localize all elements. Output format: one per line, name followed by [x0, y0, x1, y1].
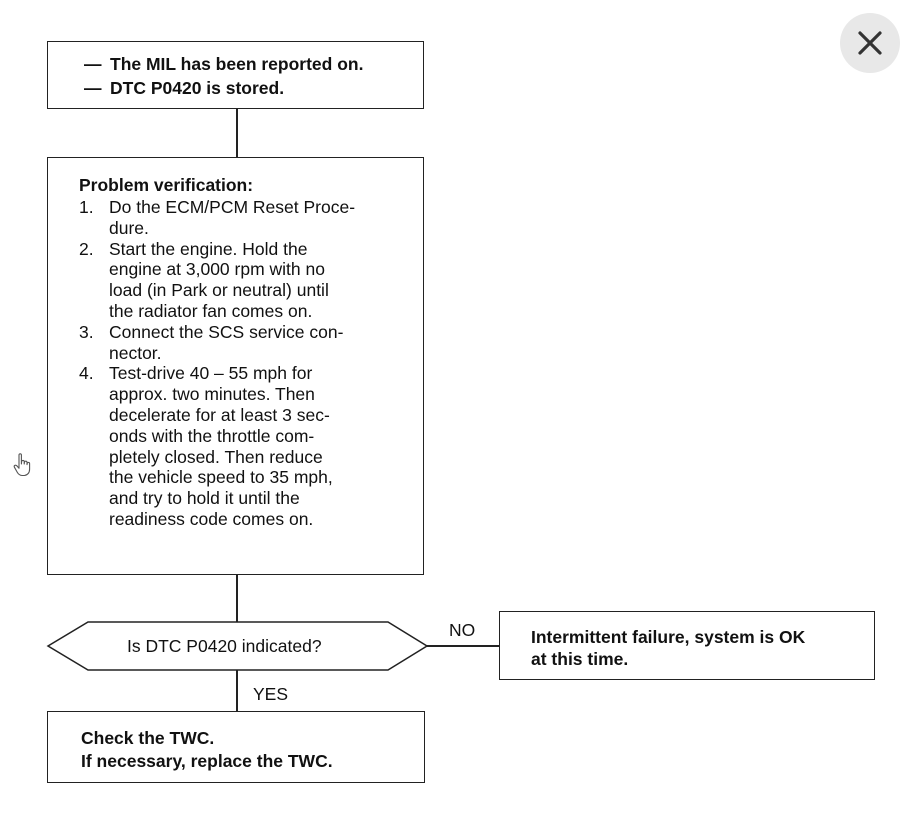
start-line-2: DTC P0420 is stored.	[110, 78, 285, 98]
verification-steps	[79, 197, 423, 530]
step-number: 2.	[79, 238, 94, 259]
step-text: Connect the SCS service con- nector.	[109, 321, 344, 363]
yes-result-box	[47, 711, 425, 783]
start-box	[47, 41, 424, 109]
hand-pointer-icon	[12, 453, 34, 477]
connector-start-to-verify	[236, 109, 238, 157]
no-result-box	[499, 611, 875, 680]
step-text: Test-drive 40 – 55 mph for approx. two minutes. Then decelerate for at least 3 sec- onds with the throttle com- pletely closed. Then reduce the vehicle speed to 35 mph, and try to hold it until the readiness code comes on.	[109, 363, 333, 529]
step-number: 1.	[79, 197, 94, 217]
close-icon	[856, 29, 884, 57]
step-number: 3.	[79, 321, 94, 342]
no-label: NO	[449, 620, 476, 640]
step-text: Start the engine. Hold the engine at 3,000 rpm with no load (in Park or neutral) until the radiator fan comes on.	[109, 238, 329, 321]
yes-result-text: Check the TWC. If necessary, replace the TWC.	[81, 728, 333, 771]
no-result-text: Intermittent failure, system is OK at this time.	[531, 627, 806, 669]
verification-step	[79, 239, 423, 322]
verification-box	[47, 157, 424, 575]
connector-decision-to-check	[236, 669, 238, 711]
decision-question: Is DTC P0420 indicated?	[127, 636, 322, 656]
connector-decision-to-no	[426, 645, 499, 647]
verification-step	[79, 363, 423, 529]
yes-label: YES	[253, 684, 289, 704]
step-number: 4.	[79, 363, 94, 384]
bullet-dash: —	[84, 54, 102, 74]
verification-step	[79, 322, 423, 364]
connector-verify-to-decision	[236, 575, 238, 622]
verification-step	[79, 197, 423, 239]
close-button[interactable]	[840, 13, 900, 73]
verification-heading: Problem verification:	[79, 175, 254, 195]
start-line-1: The MIL has been reported on.	[110, 54, 364, 74]
step-text: Do the ECM/PCM Reset Proce- dure.	[109, 197, 356, 238]
bullet-dash: —	[84, 78, 102, 98]
